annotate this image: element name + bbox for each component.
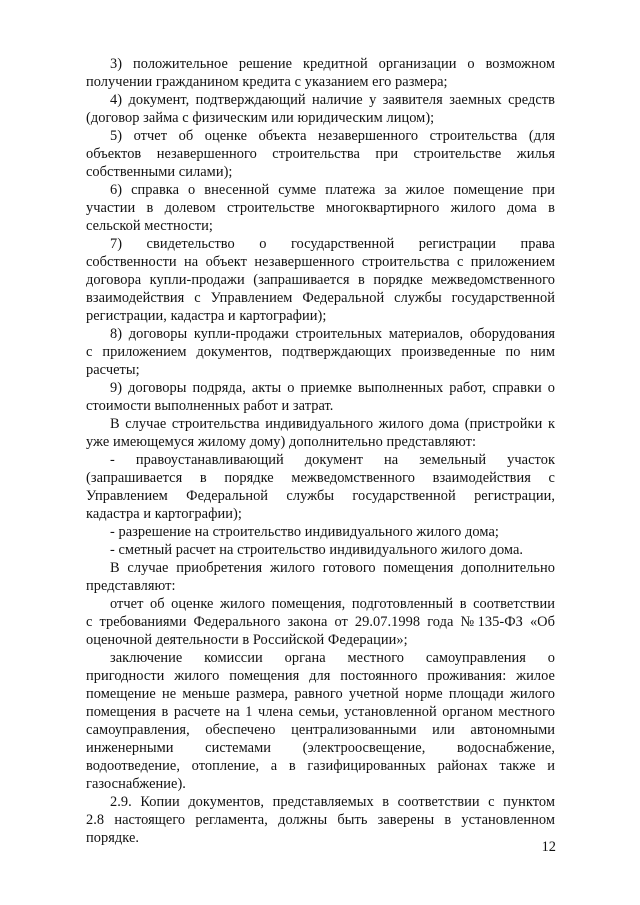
text-line: - правоустанавливающий документ на земельный участок: [110, 452, 555, 468]
text-line: - сметный расчет на строительство индивидуального жилого дома.: [110, 542, 524, 558]
text-line: отчет об оценке жилого помещения, подготовленный в соответствии: [110, 596, 555, 612]
text-line: 7) свидетельство о государственной регистрации права: [110, 236, 555, 252]
text-line: (запрашивается в порядке межведомственного взаимодействия с: [86, 470, 555, 486]
text-line: взаимодействия с Управлением Федеральной службы государственной: [86, 290, 555, 306]
text-line: кадастра и картографии);: [86, 506, 242, 522]
text-line: заключение комиссии органа местного самоуправления о: [110, 650, 555, 666]
text-line: помещение не меньше размера, равного учетной норме площади жилого: [86, 686, 555, 702]
text-line: собственности на объект незавершенного строительства с приложением: [86, 254, 555, 270]
text-line: участии в долевом строительстве многоквартирного жилого дома в: [86, 200, 555, 216]
text-line: 5) отчет об оценке объекта незавершенного строительства (для: [110, 128, 555, 144]
text-line: с приложением документов, подтверждающих произведенные по ним: [86, 344, 555, 360]
text-line: порядке.: [86, 830, 140, 846]
text-line: пригодности жилого помещения для постоянного проживания: жилое: [86, 668, 555, 684]
text-line: В случае приобретения жилого готового помещения дополнительно: [110, 560, 555, 576]
text-line: 4) документ, подтверждающий наличие у заявителя заемных средств: [110, 92, 555, 108]
text-line: 2.9. Копии документов, представляемых в соответствии с пунктом: [110, 794, 555, 810]
text-line: 6) справка о внесенной сумме платежа за жилое помещение при: [110, 182, 555, 198]
text-line: собственными силами);: [86, 164, 233, 180]
text-line: договора купли-продажи (запрашивается в порядке межведомственного: [86, 272, 555, 288]
page-number: 12: [541, 839, 556, 855]
text-line: газоснабжение).: [86, 776, 186, 792]
text-line: 3) положительное решение кредитной организации о возможном: [110, 56, 555, 72]
text-line: оценочной деятельности в Российской Федерации»;: [86, 632, 408, 648]
text-line: уже имеющемуся жилому дому) дополнительно представляют:: [86, 434, 477, 450]
text-line: инженерными системами (электроосвещение, водоснабжение,: [86, 740, 555, 756]
text-line: самоуправления, обеспечено централизованными или автономными: [86, 722, 555, 738]
text-line: 9) договоры подряда, акты о приемке выполненных работ, справки о: [110, 380, 555, 396]
text-line: регистрации, кадастра и картографии);: [86, 308, 327, 324]
text-line: - разрешение на строительство индивидуального жилого дома;: [110, 524, 499, 540]
text-line: получении гражданином кредита с указанием его размера;: [86, 74, 448, 90]
text-line: 2.8 настоящего регламента, должны быть заверены в установленном: [86, 812, 555, 828]
text-line: водоотведение, отопление, а в газифицированных районах также и: [86, 758, 555, 774]
text-line: объектов незавершенного строительства при строительстве жилья: [86, 146, 555, 162]
text-line: помещения в расчете на 1 члена семьи, установленной органом местного: [86, 704, 555, 720]
text-line: стоимости выполненных работ и затрат.: [86, 398, 334, 414]
text-line: (договор займа с физическим или юридическим лицом);: [86, 110, 435, 126]
text-line: представляют:: [86, 578, 176, 594]
text-line: Управлением Федеральной службы государственной регистрации,: [86, 488, 555, 504]
text-line: В случае строительства индивидуального жилого дома (пристройки к: [110, 416, 555, 432]
text-line: с требованиями Федерального закона от 29.07.1998 года №135-ФЗ «Об: [86, 614, 555, 630]
text-line: 8) договоры купли-продажи строительных материалов, оборудования: [110, 326, 555, 342]
text-line: расчеты;: [86, 362, 140, 378]
text-line: сельской местности;: [86, 218, 213, 234]
